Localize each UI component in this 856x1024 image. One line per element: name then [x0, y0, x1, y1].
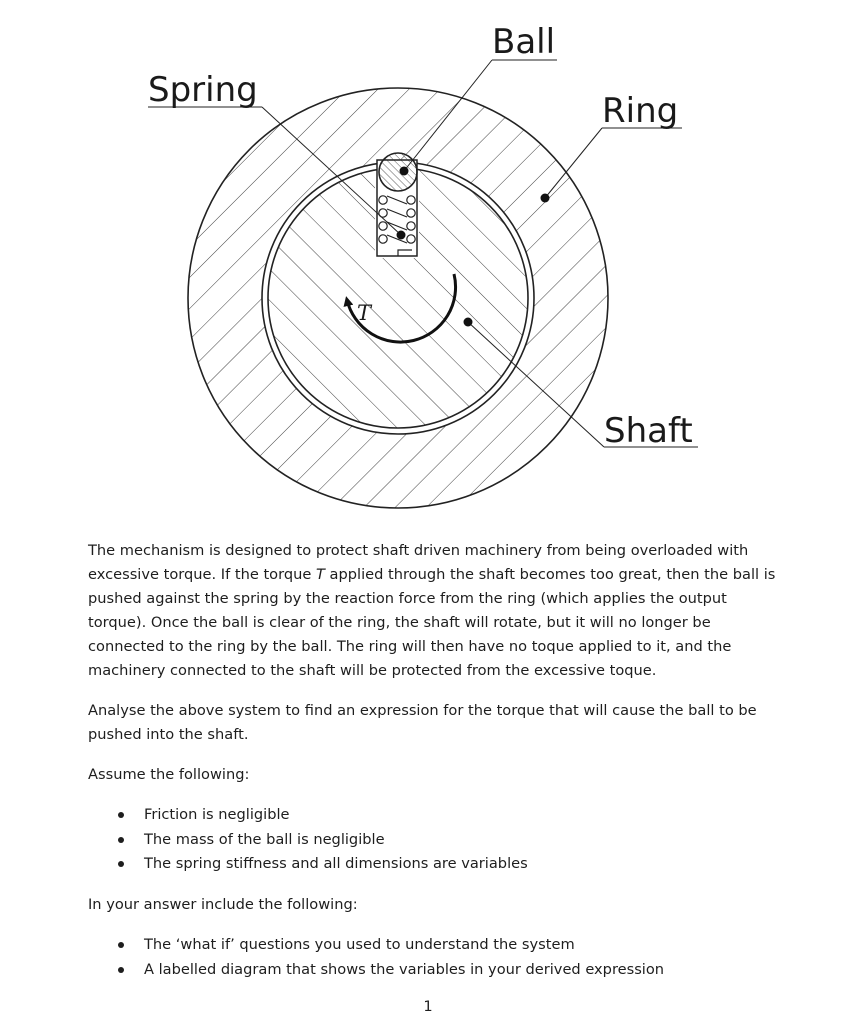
- list-item: Friction is negligible: [144, 803, 784, 828]
- description-part-1: The mechanism is designed to protect shaft driven machinery from being overloaded with excessive torque. If the torque: [88, 542, 749, 583]
- shaft-label: Shaft: [604, 411, 693, 451]
- list-item: The spring stiffness and all dimensions are variables: [144, 852, 784, 877]
- spring-label: Spring: [148, 70, 258, 110]
- include-heading: In your answer include the following:: [88, 896, 358, 913]
- torque-symbol: T: [315, 566, 325, 583]
- page-number: 1: [423, 998, 433, 1015]
- torque-label: T: [357, 301, 372, 325]
- list-item: The ‘what if’ questions you used to understand the system: [144, 933, 784, 958]
- list-item: The mass of the ball is negligible: [144, 828, 784, 853]
- assumptions-list: [144, 803, 784, 877]
- list-item: A labelled diagram that shows the variables in your derived expression: [144, 958, 784, 983]
- ring-label: Ring: [602, 91, 679, 131]
- assumptions-heading: Assume the following:: [88, 766, 250, 783]
- include-list: [144, 933, 784, 982]
- ball: [379, 153, 417, 191]
- ball-label: Ball: [492, 22, 556, 62]
- description-paragraph: [88, 539, 788, 683]
- description-part-2: applied through the shaft becomes too great, then the ball is pushed against the spring by the reaction force from the ring (which applies the output torque). Once the ball is clear of the ring, the shaft will rotate, but it will no longer be connected to the ring by the ball. The ring will then have no toque applied to it, and the machinery connected to the shaft will be protected from the excessive toque.: [88, 566, 776, 679]
- task-paragraph: Analyse the above system to find an expression for the torque that will cause the ball to be pushed into the shaft.: [88, 702, 757, 743]
